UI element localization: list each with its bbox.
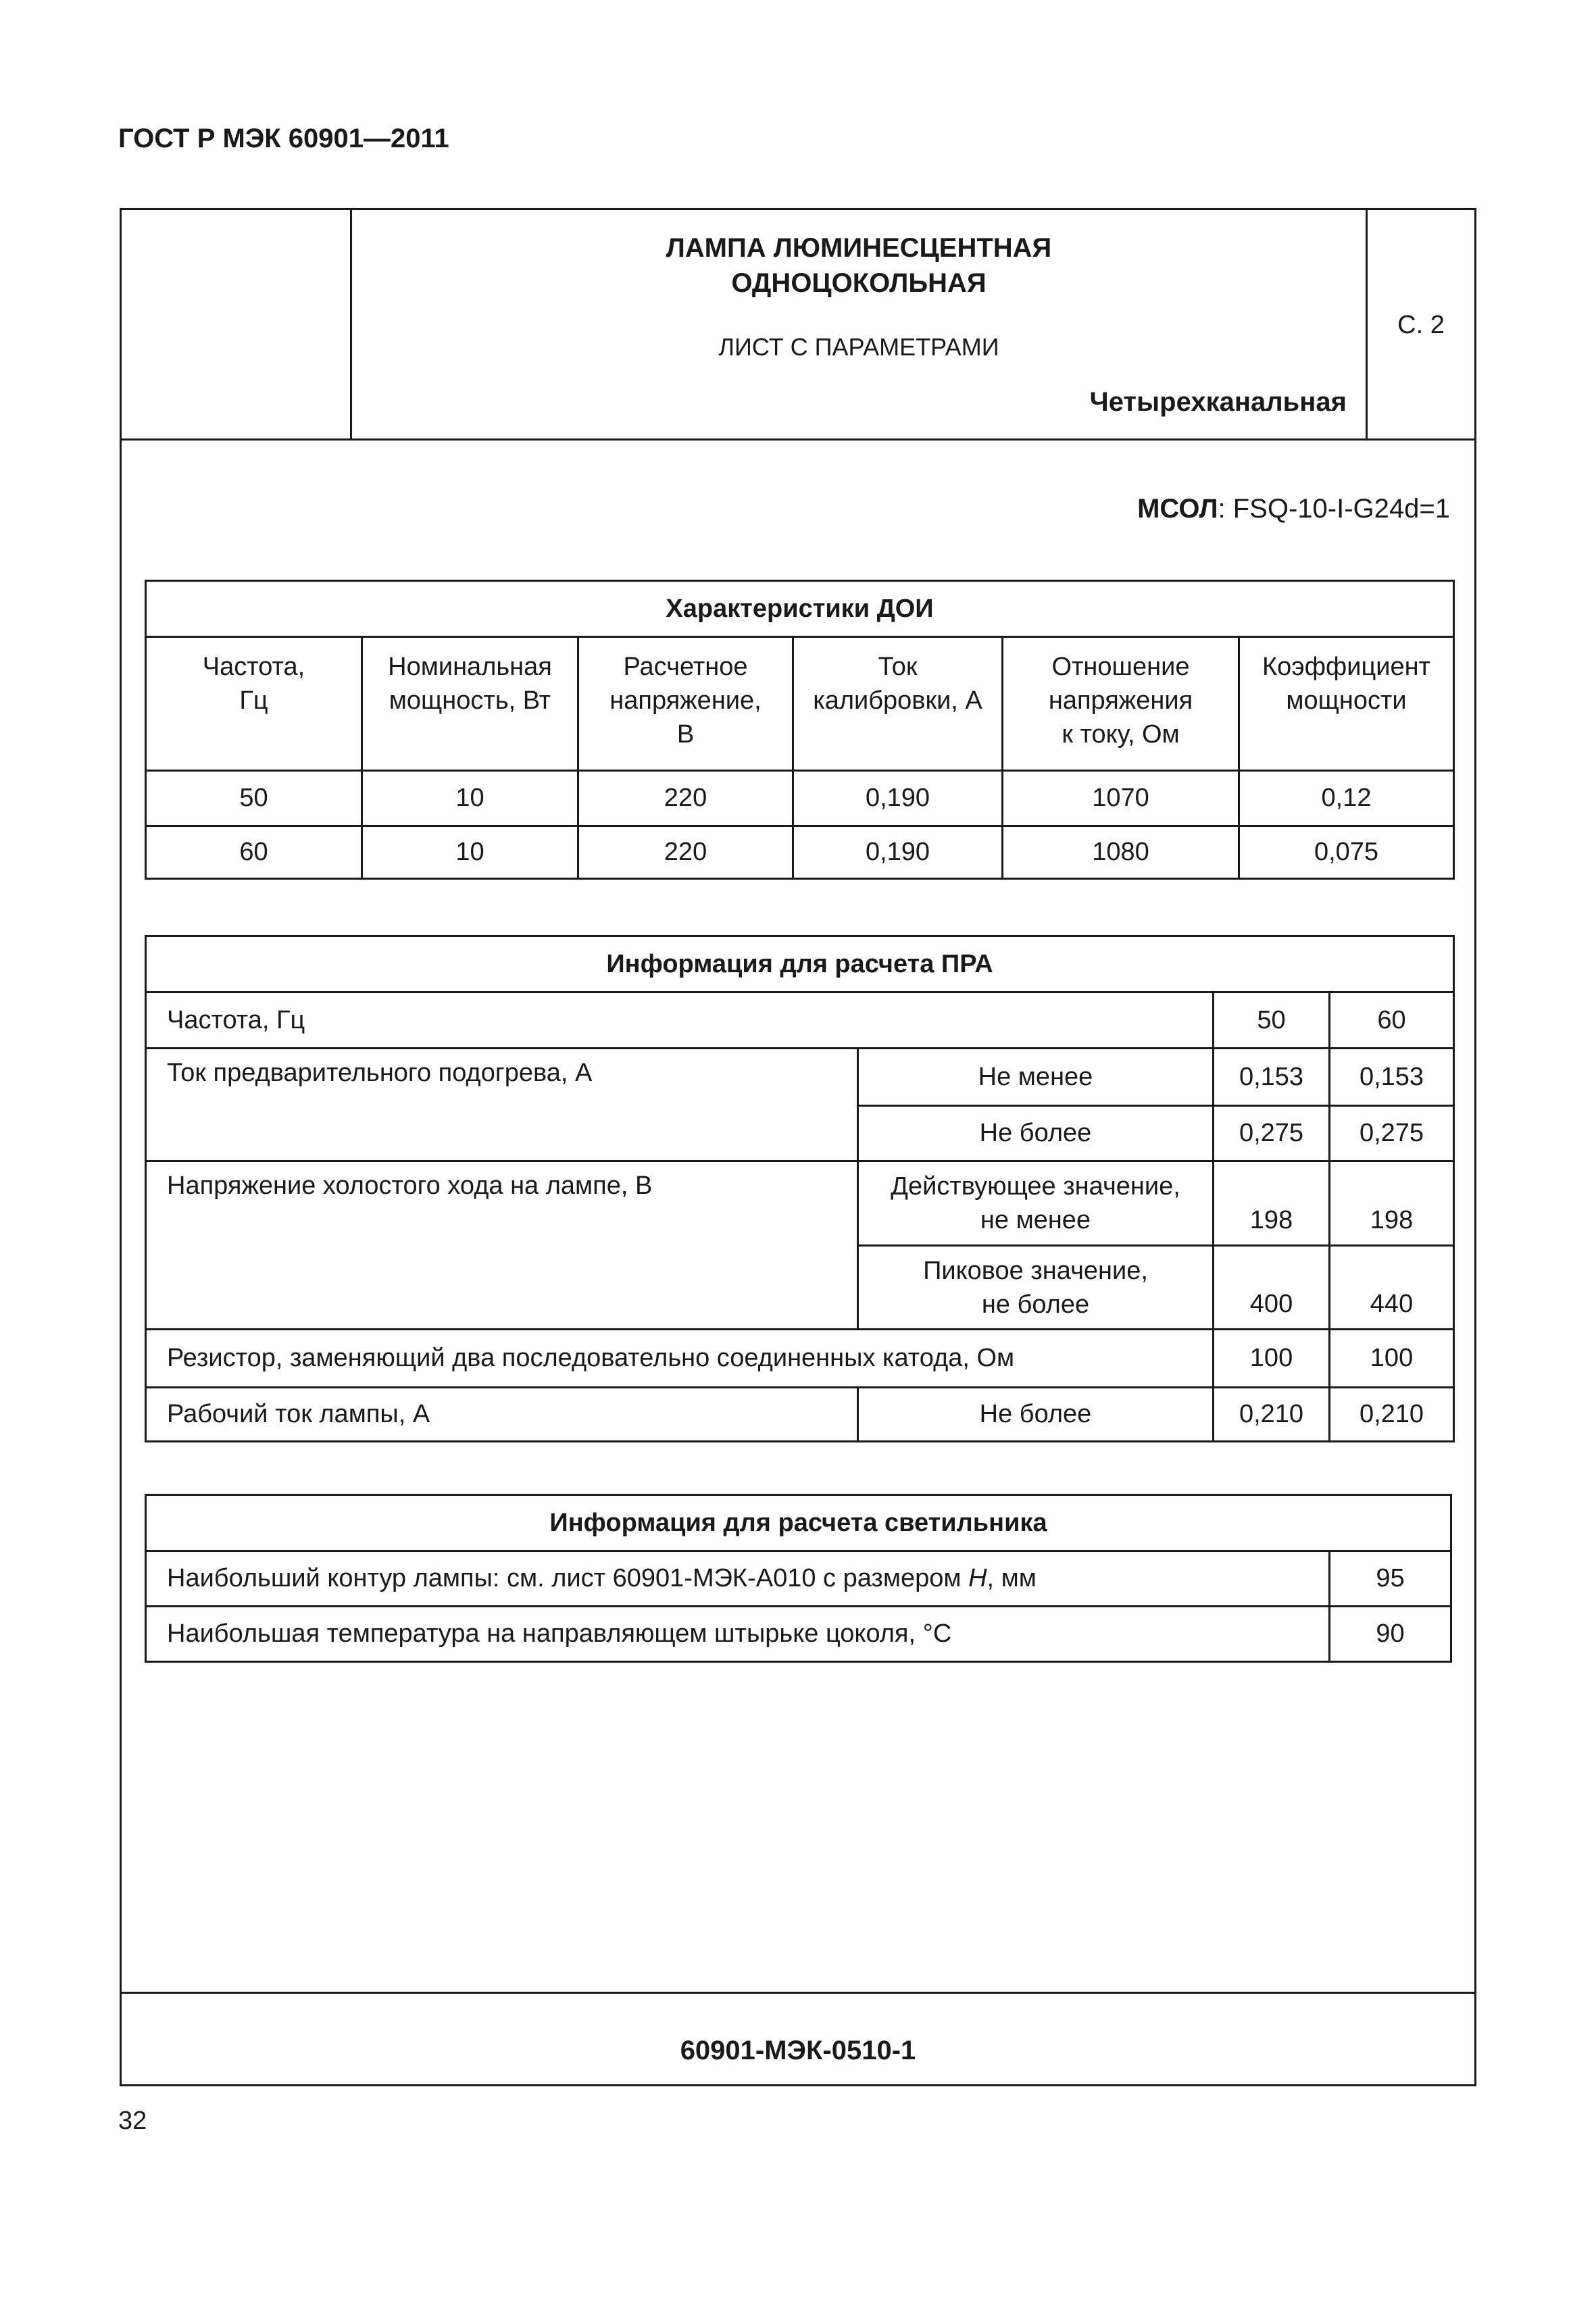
table-row bbox=[146, 771, 1454, 826]
preheat-current-label: Ток предварительного подогрева, А bbox=[146, 1049, 858, 1161]
doi-cell: 220 bbox=[578, 771, 793, 826]
doi-header-cell bbox=[1003, 637, 1239, 771]
doi-cell: 0,190 bbox=[793, 826, 1003, 879]
header-left-cell bbox=[122, 210, 352, 440]
luminaire-table bbox=[145, 1494, 1452, 1663]
table-row bbox=[146, 1161, 1454, 1246]
ocv-rms-label-line: не менее bbox=[980, 1206, 1091, 1234]
operating-current-condition: Не более bbox=[858, 1388, 1214, 1442]
dimension-h-symbol: H bbox=[968, 1564, 987, 1592]
preheat-min-label: Не менее bbox=[858, 1049, 1214, 1106]
doi-header-line: Ток bbox=[878, 653, 918, 681]
page-reference: С. 2 bbox=[1366, 210, 1474, 440]
doi-table bbox=[145, 580, 1455, 880]
doi-cell: 1070 bbox=[1003, 771, 1239, 826]
doi-header-line: Расчетное bbox=[623, 653, 748, 681]
max-pin-temperature-label: Наибольшая температура на направляющем штырьке цоколя, °С bbox=[146, 1607, 1330, 1662]
table-row bbox=[146, 1388, 1454, 1442]
doi-header-line: Частота, bbox=[202, 653, 305, 681]
ocv-peak-label-line: Пиковое значение, bbox=[923, 1256, 1148, 1285]
open-circuit-voltage-label: Напряжение холостого хода на лампе, В bbox=[146, 1161, 858, 1330]
ballast-table bbox=[145, 935, 1455, 1442]
lamp-code-label: МСОЛ bbox=[1137, 494, 1218, 524]
doi-header-cell bbox=[362, 637, 578, 771]
lamp-title-line1: ЛАМПА ЛЮМИНЕСЦЕНТНАЯ bbox=[666, 233, 1052, 263]
doi-header-row bbox=[146, 637, 1454, 771]
luminaire-table-title: Информация для расчета светильника bbox=[146, 1495, 1451, 1551]
frequency-label: Частота, Гц bbox=[146, 992, 1214, 1049]
doi-header-cell bbox=[793, 637, 1003, 771]
lamp-code bbox=[1137, 494, 1450, 524]
doi-cell: 0,12 bbox=[1239, 771, 1454, 826]
doi-header-line: к току, Ом bbox=[1062, 720, 1180, 749]
doi-header-cell bbox=[146, 637, 362, 771]
parameter-sheet-frame bbox=[120, 208, 1476, 2086]
ocv-rms-60: 198 bbox=[1330, 1161, 1454, 1246]
max-lamp-outline-unit: , мм bbox=[987, 1564, 1037, 1592]
max-lamp-outline-label bbox=[146, 1551, 1330, 1607]
sheet-number: 60901-МЭК-0510-1 bbox=[680, 2036, 916, 2065]
frequency-50: 50 bbox=[1214, 992, 1330, 1049]
table-row bbox=[146, 826, 1454, 879]
resistor-60: 100 bbox=[1330, 1330, 1454, 1388]
doi-header-line: Коэффициент bbox=[1262, 653, 1430, 681]
doi-header-cell bbox=[1239, 637, 1454, 771]
resistor-label: Резистор, заменяющий два последовательно соединенных катода, Ом bbox=[146, 1330, 1214, 1388]
page-number: 32 bbox=[118, 2107, 147, 2135]
operating-current-60: 0,210 bbox=[1330, 1388, 1454, 1442]
table-row bbox=[146, 1551, 1451, 1607]
lamp-code-value: : FSQ-10-I-G24d=1 bbox=[1218, 494, 1450, 524]
ocv-peak-60: 440 bbox=[1330, 1246, 1454, 1330]
doi-header-line: Гц bbox=[239, 686, 268, 715]
doi-cell: 50 bbox=[146, 771, 362, 826]
doi-cell: 0,190 bbox=[793, 771, 1003, 826]
doi-header-line: мощности bbox=[1286, 686, 1407, 715]
doi-cell: 0,075 bbox=[1239, 826, 1454, 879]
lamp-title bbox=[352, 230, 1366, 301]
operating-current-label: Рабочий ток лампы, А bbox=[146, 1388, 858, 1442]
header-middle-cell bbox=[352, 210, 1366, 440]
lamp-type: Четырехканальная bbox=[1089, 387, 1347, 417]
max-lamp-outline-text: Наибольший контур лампы: см. лист 60901-МЭК-А010 с размером bbox=[167, 1564, 969, 1592]
doi-header-line: Отношение bbox=[1051, 653, 1190, 681]
ocv-peak-label bbox=[858, 1246, 1214, 1330]
doi-header-line: В bbox=[676, 720, 695, 749]
doi-cell: 220 bbox=[578, 826, 793, 879]
doi-header-line: калибровки, А bbox=[813, 686, 982, 715]
preheat-max-50: 0,275 bbox=[1214, 1106, 1330, 1161]
doi-table-title: Характеристики ДОИ bbox=[146, 581, 1454, 637]
doi-header-line: мощность, Вт bbox=[389, 686, 551, 715]
ocv-peak-label-line: не более bbox=[981, 1290, 1090, 1319]
footer-divider bbox=[122, 1992, 1474, 1994]
doi-cell: 10 bbox=[362, 826, 578, 879]
lamp-title-line2: ОДНОЦОКОЛЬНАЯ bbox=[731, 268, 987, 298]
preheat-min-50: 0,153 bbox=[1214, 1049, 1330, 1106]
ocv-peak-50: 400 bbox=[1214, 1246, 1330, 1330]
operating-current-50: 0,210 bbox=[1214, 1388, 1330, 1442]
ballast-table-title: Информация для расчета ПРА bbox=[146, 936, 1454, 992]
table-row bbox=[146, 1607, 1451, 1662]
preheat-max-label: Не более bbox=[858, 1106, 1214, 1161]
table-row bbox=[146, 992, 1454, 1049]
doi-header-line: Номинальная bbox=[388, 653, 552, 681]
max-pin-temperature-value: 90 bbox=[1330, 1607, 1451, 1662]
standard-title: ГОСТ Р МЭК 60901—2011 bbox=[118, 124, 449, 153]
doi-cell: 10 bbox=[362, 771, 578, 826]
resistor-50: 100 bbox=[1214, 1330, 1330, 1388]
ocv-rms-label-line: Действующее значение, bbox=[891, 1172, 1180, 1201]
preheat-max-60: 0,275 bbox=[1330, 1106, 1454, 1161]
doi-cell: 60 bbox=[146, 826, 362, 879]
doi-header-line: напряжения bbox=[1048, 686, 1193, 715]
sheet-label: ЛИСТ С ПАРАМЕТРАМИ bbox=[718, 333, 999, 361]
header-divider bbox=[122, 438, 1474, 441]
doi-cell: 1080 bbox=[1003, 826, 1239, 879]
max-lamp-outline-value: 95 bbox=[1330, 1551, 1451, 1607]
doi-header-line: напряжение, bbox=[609, 686, 762, 715]
table-row bbox=[146, 1330, 1454, 1388]
preheat-min-60: 0,153 bbox=[1330, 1049, 1454, 1106]
ocv-rms-label bbox=[858, 1161, 1214, 1246]
table-row bbox=[146, 1049, 1454, 1106]
frequency-60: 60 bbox=[1330, 992, 1454, 1049]
ocv-rms-50: 198 bbox=[1214, 1161, 1330, 1246]
doi-header-cell bbox=[578, 637, 793, 771]
